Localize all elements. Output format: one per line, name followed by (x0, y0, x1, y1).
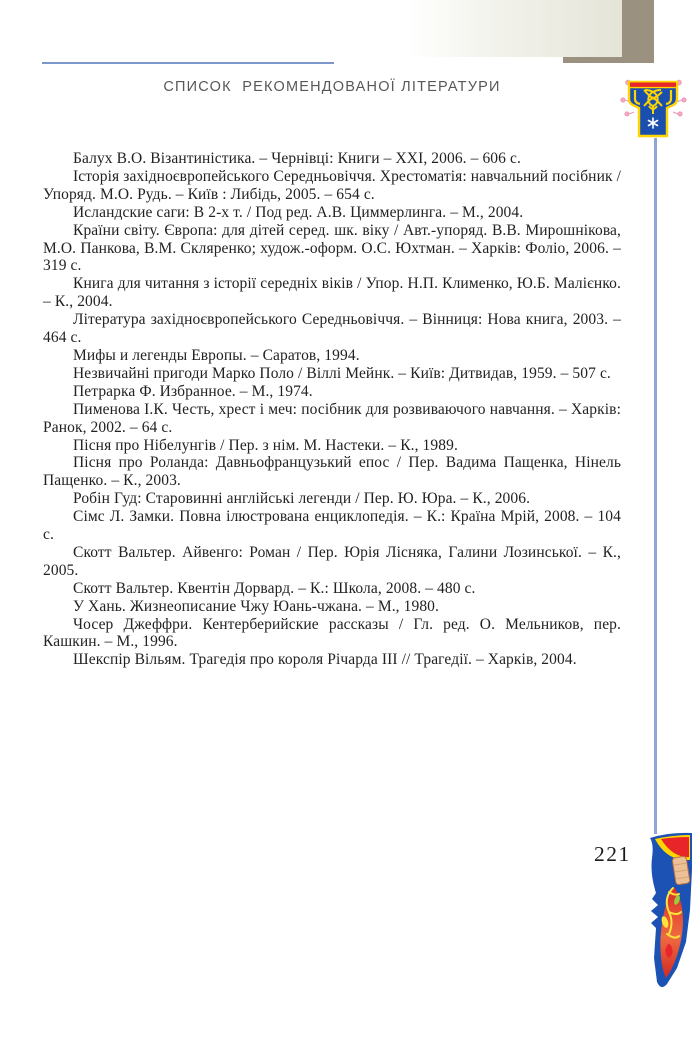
bibliography-entry: Скотт Вальтер. Айвенго: Роман / Пер. Юрія Лісняка, Галини Лозинської. – К., 2005. (43, 543, 621, 579)
bibliography-entry: Скотт Вальтер. Квентін Дорвард. – К.: Школа, 2008. – 480 с. (73, 579, 476, 597)
ornamental-dagger-icon (643, 830, 697, 995)
page-number: 221 (594, 842, 631, 866)
bibliography-entry: Робін Гуд: Старовинні англійські легенди / Пер. Ю. Юра. – К., 2006. (73, 490, 531, 508)
bibliography-entry: Сімс Л. Замки. Повна ілюстрована енциклопедія. – К.: Країна Мрій, 2008. – 104 с. (43, 508, 621, 544)
heading-rule (42, 62, 334, 64)
bibliography-entry: Исландские саги: В 2-х т. / Под ред. А.В. Циммерлинга. – М., 2004. (73, 203, 524, 221)
corner-gradient-block (408, 0, 622, 57)
bibliography-entry: Незвичайні пригоди Марко Поло / Віллі Мейнк. – Київ: Дитвидав, 1959. – 507 с. (73, 364, 611, 382)
bibliography-entry: У Хань. Жизнеописание Чжу Юань-чжана. – М., 1980. (73, 597, 440, 615)
bibliography-entry: Література західноєвропейського Середньовіччя. – Вінниця: Нова книга, 2003. – 464 с. (43, 311, 621, 347)
bibliography-entry: Пісня про Роланда: Давньофранцузький епос / Пер. Вадима Пащенка, Нінель Пащенко. – К., 2003. (43, 454, 621, 490)
bibliography-entry: Шекспір Вільям. Трагедія про короля Річарда III // Трагедії. – Харків, 2004. (73, 651, 577, 669)
bibliography-entry: Пименова І.К. Честь, хрест і меч: посібник для розвиваючого навчання. – Харків: Ранок, 2002. – 64 с. (43, 400, 621, 436)
bibliography-entry: Пісня про Нібелунгів / Пер. з нім. М. Настеки. – К., 1989. (73, 436, 458, 454)
bibliography-entry: Мифы и легенды Европы. – Саратов, 1994. (73, 346, 360, 364)
page-title: СПИСОК РЕКОМЕНДОВАНОЇ ЛІТЕРАТУРИ (163, 79, 501, 95)
bibliography-entry: Країни світу. Європа: для дітей серед. шк. віку / Авт.-упоряд. В.В. Мирошнікова, М.О. Панкова, В.М. Скляренко; худож.-оформ. О.С. Юхтман. – Харків: Фоліо, 2006. – 319 с. (43, 221, 621, 275)
bibliography-list (43, 150, 621, 669)
margin-rule (654, 138, 657, 834)
bibliography-entry: Чосер Джеффри. Кентерберийские рассказы / Гл. ред. О. Мельников, пер. Кашкин. – М., 1996. (43, 615, 621, 651)
bibliography-entry: Книга для читання з історії середніх віків / Упор. Н.П. Клименко, Ю.Б. Малієнко. – К., 2004. (43, 275, 621, 311)
bibliography-entry: Історія західноєвропейського Середньовіччя. Хрестоматія: навчальний посібник / Упоряд. М.О. Рудь. – Київ : Либідь, 2005. – 654 с. (43, 167, 621, 203)
knotwork-capital-icon (619, 79, 687, 148)
bibliography-entry: Балух В.О. Візантиністика. – Чернівці: Книги – XXI, 2006. – 606 с. (73, 150, 521, 167)
bibliography-entry: Петрарка Ф. Избранное. – М., 1974. (73, 382, 313, 400)
